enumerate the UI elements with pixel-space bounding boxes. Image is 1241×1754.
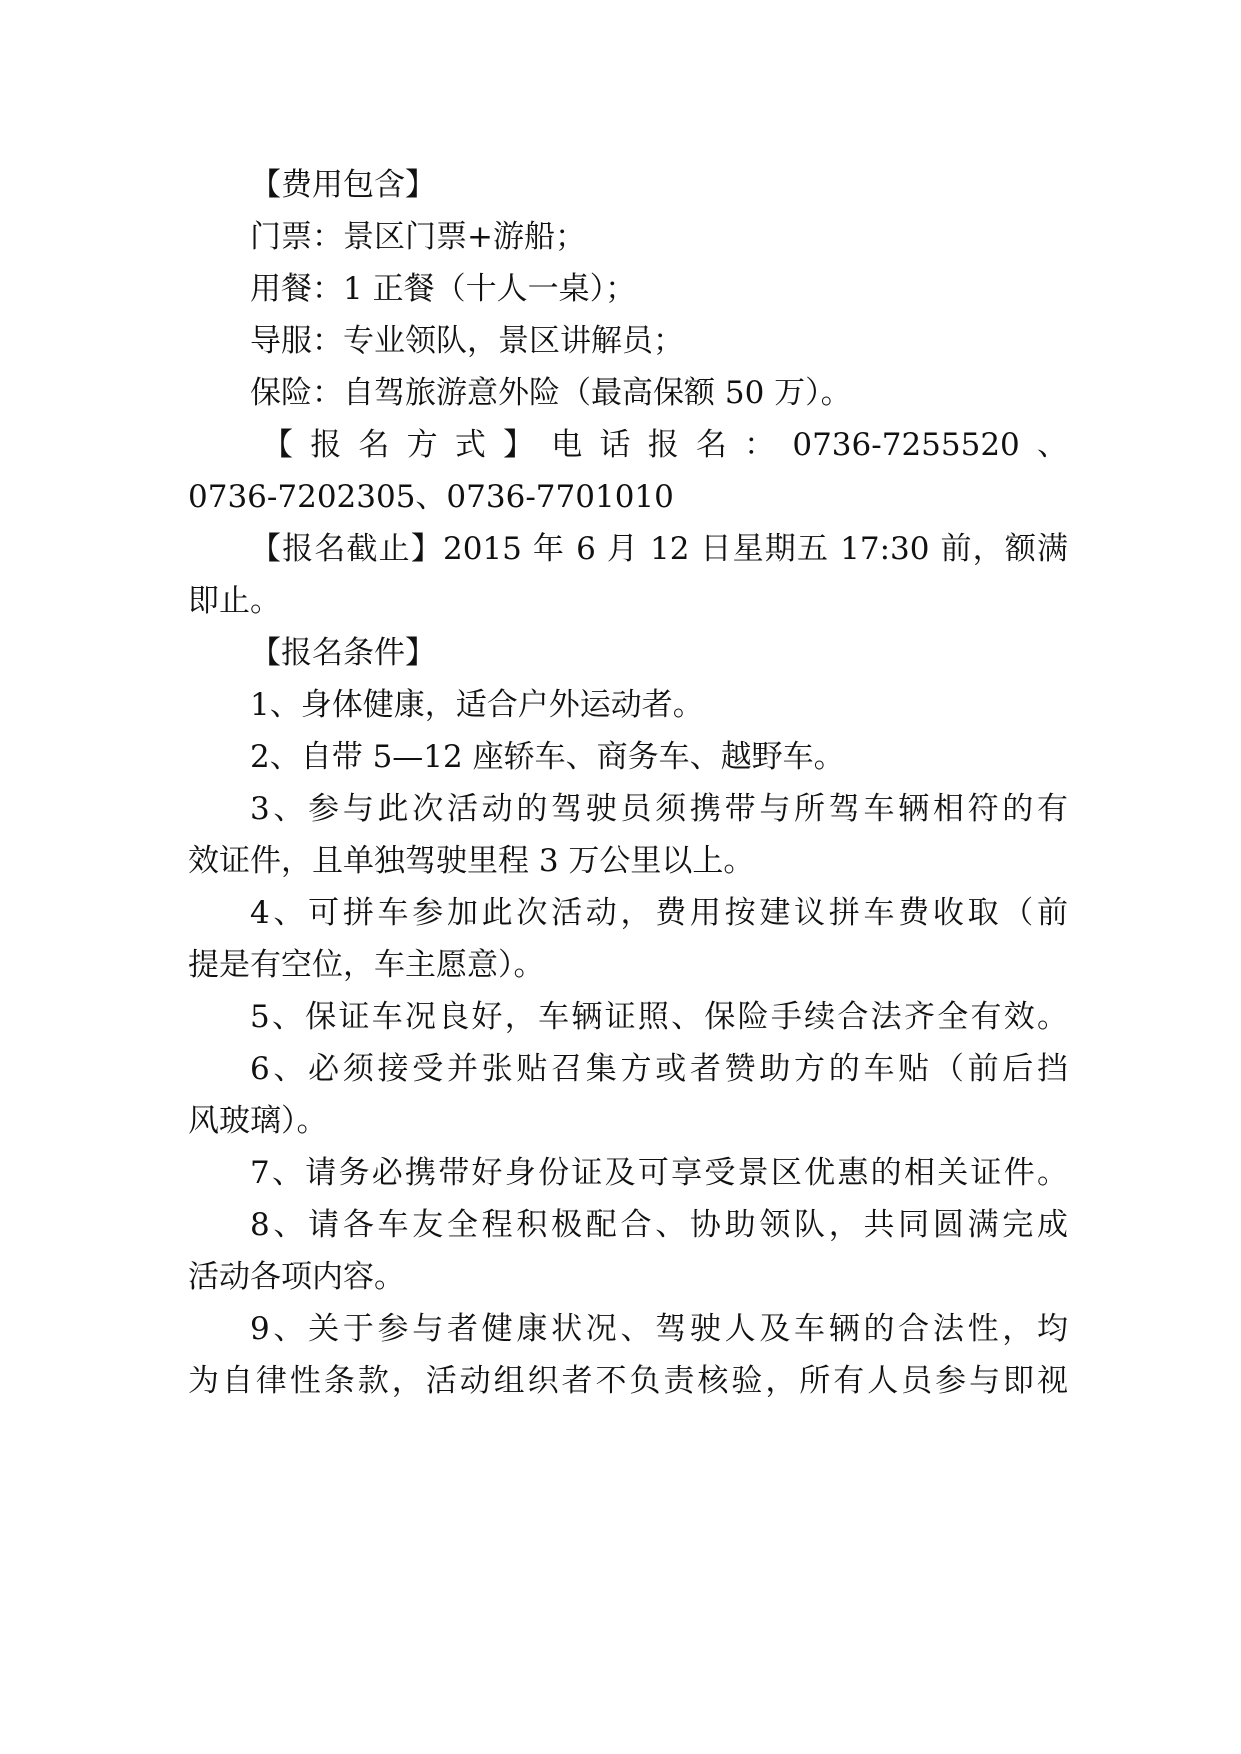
section-heading-deadline: 【报名截止】2015 年 6 月 12 日星期五 17:30 前，额满 (250, 531, 1068, 567)
fee-item-meals: 用餐：1 正餐（十人一桌）； (250, 271, 637, 307)
section-heading-registration-method: 【报名方式】电话报名：0736-7255520、 (262, 427, 1068, 463)
condition-item-9-continuation: 为自律性条款，活动组织者不负责核验，所有人员参与即视 (188, 1363, 1068, 1399)
fee-item-guide: 导服：专业领队，景区讲解员； (250, 323, 684, 359)
condition-item-4-continuation: 提是有空位，车主愿意）。 (188, 947, 545, 983)
condition-item-3: 3、参与此次活动的驾驶员须携带与所驾车辆相符的有 (250, 791, 1068, 827)
condition-item-6-continuation: 风玻璃）。 (188, 1103, 328, 1139)
condition-item-7: 7、请务必携带好身份证及可享受景区优惠的相关证件。 (250, 1155, 1068, 1191)
condition-item-3-continuation: 效证件，且单独驾驶里程 3 万公里以上。 (188, 843, 755, 879)
condition-item-2: 2、自带 5—12 座轿车、商务车、越野车。 (250, 739, 845, 775)
condition-item-6: 6、必须接受并张贴召集方或者赞助方的车贴（前后挡 (250, 1051, 1068, 1087)
registration-phone-numbers: 0736-7202305、0736-7701010 (188, 479, 674, 515)
fee-item-insurance: 保险：自驾旅游意外险（最高保额 50 万）。 (250, 375, 852, 411)
fee-item-tickets: 门票：景区门票+游船； (250, 219, 586, 255)
condition-item-4: 4、可拼车参加此次活动，费用按建议拼车费收取（前 (250, 895, 1068, 931)
section-heading-conditions: 【报名条件】 (250, 635, 436, 671)
condition-item-5: 5、保证车况良好，车辆证照、保险手续合法齐全有效。 (250, 999, 1068, 1035)
condition-item-1: 1、身体健康，适合户外运动者。 (250, 687, 704, 723)
condition-item-8: 8、请各车友全程积极配合、协助领队，共同圆满完成 (250, 1207, 1068, 1243)
condition-item-9: 9、关于参与者健康状况、驾驶人及车辆的合法性，均 (250, 1311, 1068, 1347)
deadline-continuation: 即止。 (188, 583, 281, 619)
section-heading-fees: 【费用包含】 (250, 167, 436, 203)
condition-item-8-continuation: 活动各项内容。 (188, 1259, 405, 1295)
